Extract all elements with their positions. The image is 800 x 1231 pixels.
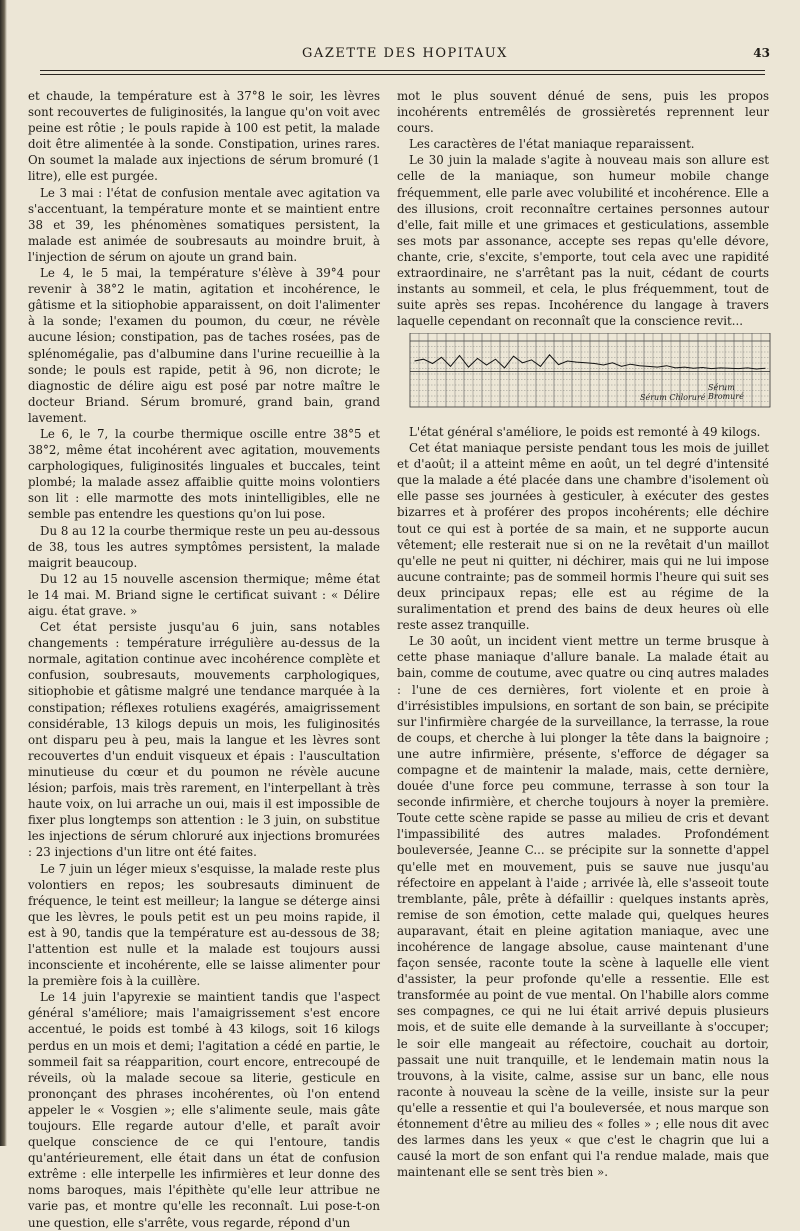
temperature-chart xyxy=(408,333,772,411)
header-rule-top xyxy=(40,70,765,71)
header-rule-bottom xyxy=(40,74,765,75)
paragraph: et chaude, la température est à 37°8 le soir, les lèvres sont recouvertes de fuliginosités, la langue qu'on voit avec peine est rôtie ; le pouls rapide à 100 est petit, la malade doit être alimentée à la sonde. Constipation, urines rares. On soumet la malade aux injections de sérum bromuré (1 litre), elle est purgée. xyxy=(28,89,380,184)
annotation-serum-bromure: Sérum Bromuré xyxy=(708,383,744,401)
paragraph: L'état général s'améliore, le poids est remonté à 49 kilogs. xyxy=(409,425,761,439)
journal-title: GAZETTE DES HOPITAUX xyxy=(302,46,508,61)
paragraph: Du 8 au 12 la courbe thermique reste un peu au-dessous de 38, tous les autres symptômes persistent, la malade maigrit beaucoup. xyxy=(28,523,380,570)
paragraph: Les caractères de l'état maniaque reparaissent. xyxy=(409,137,695,152)
paragraph: Cet état maniaque persiste pendant tous les mois de juillet et d'août; il a atteint même en août, un tel degré d'intensité que la malade a été placée dans une chambre d'isolement où elle passe ses journées à gesticuler, à exécuter des gestes bizarres et à proférer des propos incohérents; elle déchire tout ce qui est à portée de sa main, et ne supporte aucun vêtement; elle resterait nue si on ne la revêtait d'un maillot qu'elle ne peut ni quitter, ni déchirer, mais qui ne lui impose aucune contrainte; pas de sommeil hormis l'heure qui suit ses deux principaux repas; elle est au régime de la suralimentation et prend des bains de deux heures où elle reste assez tranquille. xyxy=(397,441,769,633)
right-column-top xyxy=(397,88,769,329)
right-column-bottom xyxy=(397,424,769,1180)
page-number: 43 xyxy=(753,46,770,60)
paragraph: Cet état persiste jusqu'au 6 juin, sans notables changements : température irrégulière au-dessus de la normale, agitation continue avec incohérence complète et confusion, soubresauts, mouvements carphologiques, sitiophobie et gâtisme malgré une tendance marquée à la constipation; réflexes rotuliens exagérés, amaigrissement considérable, 13 kilogs depuis un mois, les fuliginosités ont disparu peu à peu, mais la langue et les lèvres sont recouvertes d'un enduit visqueux et épais : l'auscultation minutieuse du cœur et du poumon ne révèle aucune lésion; parfois, mais très rarement, en l'interpellant à très haute voix, on lui arrache un oui, mais il est impossible de fixer plus longtemps son attention : le 3 juin, on substitue les injections de sérum chloruré aux injections bromurées : 23 injections d'un litre ont été faites. xyxy=(28,620,380,860)
paragraph: Le 30 juin la malade s'agite à nouveau mais son allure est celle de la maniaque, son humeur mobile change fréquemment, elle parle avec volubilité et incohérence. Elle a des illusions, croit reconnaître certaines personnes autour d'elle, fait mille et une grimaces et gesticulations, assemble ses mots par assonance, accepte ses repas qu'elle dévore, chante, crie, s'excite, s'emporte, tout cela avec une rapidité extraordinaire, ne s'arrêtant pas la nuit, cédant de courts instants au sommeil, et cela, le plus fréquemment, tout de suite après ses repas. Incohérence du langage à travers laquelle cependant on reconnaît que la conscience revit... xyxy=(397,153,769,329)
paragraph: Le 7 juin un léger mieux s'esquisse, la malade reste plus volontiers en repos; les soubresauts diminuent de fréquence, le teint est meilleur; la langue se déterge ainsi que les lèvres, le pouls petit est un peu moins rapide, il est à 90, tandis que la température est au-dessous de 38; l'attention est nulle et la malade est toujours aussi inconsciente et incohérente, elle se laisse alimenter pour la première fois à la cuillère. xyxy=(28,861,380,989)
paragraph: Le 14 juin l'apyrexie se maintient tandis que l'aspect général s'améliore; mais l'amaigrissement s'est encore accentué, le poids est tombé à 43 kilogs, soit 16 kilogs perdus en un mois et demi; l'agitation a cédé en partie, le sommeil fait sa réapparition, court encore, entrecoupé de réveils, où la malade secoue sa literie, gesticule en prononçant des phrases incohérentes, où l'on entend appeler le « Vosgien »; elle s'alimente seule, mais gâte toujours. Elle regarde autour d'elle, et paraît avoir quelque conscience de ce qui l'entoure, tandis qu'antérieurement, elle était dans un état de confusion extrême : elle interpelle les infirmières et leur donne des noms baroques, mais l'épithète qu'elle leur attribue ne varie pas, et montre qu'elle les reconnaît. Lui pose-t-on une question, elle s'arrête, vous regarde, répond d'un xyxy=(28,990,380,1230)
paragraph: Le 4, le 5 mai, la température s'élève à 39°4 pour revenir à 38°2 le matin, agitation et incohérence, le gâtisme et la sitiophobie apparaissent, on doit l'alimenter à la sonde; l'examen du poumon, du cœur, ne révèle aucune lésion; constipation, pas de taches rosées, pas de splénomégalie, pas d'albumine dans l'urine recueillie à la sonde; le pouls est rapide, petit à 96, non dicrote; le diagnostic de délire aigu est posé par notre maître le docteur Briand. Sérum bromuré, grand bain, grand lavement. xyxy=(28,266,380,425)
page-header xyxy=(40,46,770,66)
binding-edge xyxy=(0,0,7,1146)
paragraph: mot le plus souvent dénué de sens, puis les propos incohérents entremêlés de grossièretés reprennent leur cours. xyxy=(397,89,769,136)
paragraph: Du 12 au 15 nouvelle ascension thermique; même état le 14 mai. M. Briand signe le certificat suivant : « Délire aigu. état grave. » xyxy=(28,571,380,618)
left-column xyxy=(28,88,380,1231)
paragraph: Le 6, le 7, la courbe thermique oscille entre 38°5 et 38°2, même état incohérent avec agitation, mouvements carphologiques, fuliginosités linguales et buccales, teint plombé; la malade assez affaiblie quitte moins volontiers son lit : elle marmotte des mots inintelligibles, elle ne semble pas entendre les questions qu'on lui pose. xyxy=(28,426,380,522)
annotation-serum-chlorure: Sérum Chloruré xyxy=(640,393,706,402)
paragraph: Le 3 mai : l'état de confusion mentale avec agitation va s'accentuant, la température monte et se maintient entre 38 et 39, les phénomènes somatiques persistent, la malade est animée de soubresauts au moindre bruit, à l'injection de sérum on ajoute un grand bain. xyxy=(28,185,380,264)
paragraph: Le 30 août, un incident vient mettre un terme brusque à cette phase maniaque d'allure banale. La malade était au bain, comme de coutume, avec quatre ou cinq autres malades : l'une de ces dernières, fort violente et en proie à d'irrésistibles impulsions, en sortant de son bain, se précipite sur l'infirmière chargée de la surveillance, la terrasse, la roue de coups, et cherche à lui plonger la tête dans la baignoire ; une autre infirmière, présente, s'efforce de dégager sa compagne et de maintenir la malade, mais, cette dernière, douée d'une force peu commune, terrasse à son tour la seconde infirmière, et cherche toujours à noyer la première. Toute cette scène rapide se passe au milieu de cris et devant l'impassibilité des autres malades. Profondément bouleversée, Jeanne C... se précipite sur la sonnette d'appel qu'elle met en mouvement, puis se sauve nue jusqu'au réfectoire en appelant à l'aide ; arrivée là, elle s'asseoit toute tremblante, pâle, prête à défaillir : quelques instants après, remise de son émotion, cette malade qui, quelques heures auparavant, était en pleine agitation maniaque, avec une incohérence de langage absolue, cause maintenant d'une façon sensée, raconte toute la scène à laquelle elle vient d'assister, la peur profonde qu'elle a ressentie. Elle est transformée au point de vue mental. On l'habille alors comme ses compagnes, ce qui ne lui était arrivé depuis plusieurs mois, et de suite elle demande à la surveillante à s'occuper; le soir elle mangeait au réfectoire, couchait au dortoir, passait une nuit tranquille, et le lendemain matin nous la trouvons, à la visite, calme, assise sur un banc, elle nous raconte à nouveau la scène de la veille, insiste sur la peur qu'elle a ressentie et qui l'a bouleversée, et nous marque son étonnement d'être au milieu des « folles » ; elle nous dit avec des larmes dans les yeux « que c'est le chagrin que lui a causé la mort de son enfant qui l'a rendue malade, mais que maintenant elle se sent très bien ». xyxy=(397,634,769,1180)
